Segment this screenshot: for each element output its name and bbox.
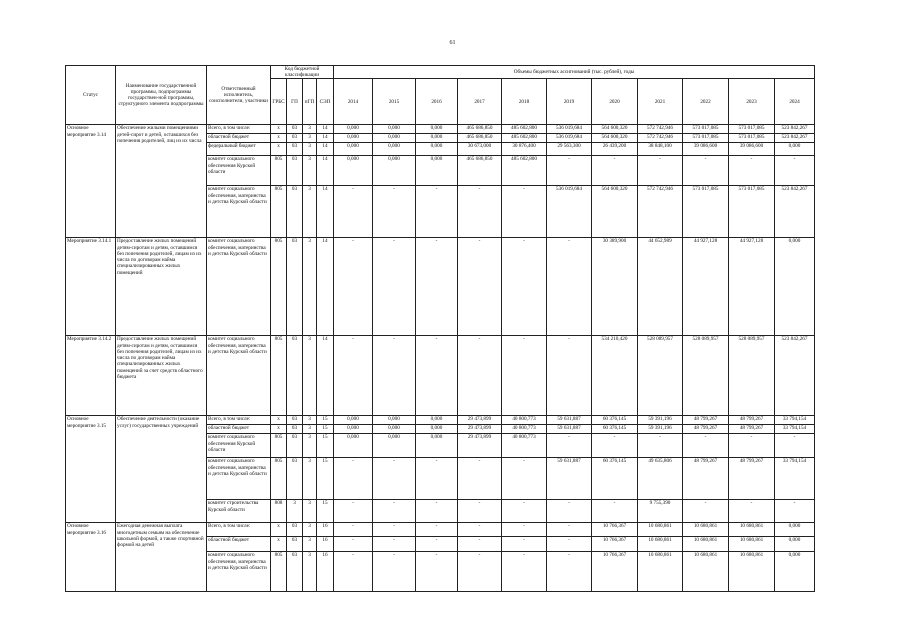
row-value: 26 439,200 [592,143,638,156]
row-code: x [271,416,287,425]
header-year-2022: 2022 [683,79,729,125]
row-value: 536 019,684 [547,125,592,134]
row-code: 03 [287,125,303,134]
row-value: 0,000 [416,125,458,134]
header-code-2: пГП [303,79,317,125]
row-code: 03 [287,134,303,143]
row-value: 536 019,684 [547,134,592,143]
row-value: 60 376,145 [592,425,638,434]
header-budget-code: Код бюджетной классификации [271,66,334,79]
row-value: - [416,238,458,336]
row-value: - [334,500,373,523]
row-code: 805 [271,552,287,592]
row-value: 0,000 [334,156,373,186]
row-source: комитет социального обеспечения, материнства и детства Курской области [207,186,271,238]
row-name: Обеспечение жилыми помещениями детей-сирот и детей, оставшихся без попечения родителей, лиц из их числа [116,125,207,238]
row-value: 60 376,145 [592,416,638,425]
row-value: - [547,537,592,552]
header-year-2014: 2014 [334,79,373,125]
row-source: комитет социального обеспечения, материнства и детства Курской области [207,552,271,592]
row-value: 0,000 [373,434,416,458]
row-value: 39 086,600 [729,143,775,156]
header-year-2021: 2021 [638,79,683,125]
row-code: 3 [303,500,317,523]
row-value: 536 019,684 [547,186,592,238]
row-value: 0,000 [334,125,373,134]
row-value: 528 089,957 [683,336,729,416]
row-code: x [271,425,287,434]
row-value: - [502,537,547,552]
row-value: - [775,500,815,523]
row-code: 3 [303,186,317,238]
row-value: 48 799,267 [683,425,729,434]
header-year-2016: 2016 [416,79,458,125]
row-status: Основное мероприятие 3.15 [66,416,116,523]
row-value: 44 927,128 [683,238,729,336]
header-year-2017: 2017 [458,79,502,125]
row-value: 38 848,100 [638,143,683,156]
row-code: x [271,523,287,537]
row-code: x [271,134,287,143]
row-value: - [416,500,458,523]
header-year-2024: 2024 [775,79,815,125]
header-year-2015: 2015 [373,79,416,125]
row-value: 30 876,400 [502,143,547,156]
row-code: x [271,143,287,156]
row-source: областной бюджет [207,425,271,434]
row-value: - [416,523,458,537]
header-volumes: Объемы бюджетных ассигнований (тыс. рублей), годы [334,66,815,79]
row-value: 0,000 [416,434,458,458]
row-value: 10 766,367 [592,537,638,552]
row-value: 465 686,850 [458,125,502,134]
row-value: 0,000 [416,143,458,156]
row-code: 03 [287,434,303,458]
row-value: 0,000 [373,425,416,434]
row-value: - [502,523,547,537]
row-value: - [373,458,416,500]
row-code: 03 [287,552,303,592]
row-value: 10 680,861 [683,523,729,537]
row-value: - [458,458,502,500]
row-value: - [502,552,547,592]
row-value: 10 680,861 [683,537,729,552]
row-value: - [334,552,373,592]
row-value: - [373,186,416,238]
header-name: Наименование государственной программы, подпрограммы государствен-ной программы, структурного элемента подпрограммы [116,66,207,125]
row-value: - [416,537,458,552]
row-code: 03 [287,143,303,156]
row-value: 564 600,320 [592,125,638,134]
row-code: 14 [317,186,334,238]
row-code: 3 [303,458,317,500]
row-value: 0,000 [373,125,416,134]
row-code: 03 [287,458,303,500]
row-value: - [547,500,592,523]
row-value: 10 680,861 [638,523,683,537]
row-name: Предоставление жилых помещений детям-сиротам и детям, оставшимся без попечения родителей, лицам из их числа по договорам найма специализированных жилых помещений за счет средств областного бюджета [116,336,207,416]
row-source: областной бюджет [207,134,271,143]
row-code: 805 [271,186,287,238]
row-value: 523 842,267 [775,336,815,416]
row-code: 14 [317,336,334,416]
row-value: 59 631,887 [547,416,592,425]
row-code: 3 [303,125,317,134]
row-value: 0,000 [775,238,815,336]
row-value: - [458,336,502,416]
row-value: 0,000 [373,143,416,156]
row-value: 528 089,957 [638,336,683,416]
row-value: 33 794,154 [775,425,815,434]
row-value: - [416,458,458,500]
row-value: 39 086,600 [683,143,729,156]
row-value: 59 631,887 [547,425,592,434]
row-value: 10 680,861 [683,552,729,592]
row-value: - [592,156,638,186]
row-source: комитет строительства Курской области [207,500,271,523]
row-source: комитет социального обеспечения, материнства и детства Курской области [207,458,271,500]
row-code: 14 [317,143,334,156]
row-value: - [683,434,729,458]
header-code-0: ГРБС [271,79,287,125]
row-code: 3 [303,425,317,434]
row-value: - [729,156,775,186]
row-value: 10 680,861 [729,523,775,537]
row-value: 59 631,887 [547,458,592,500]
row-value: 573 017,085 [729,125,775,134]
row-value: 572 742,946 [638,125,683,134]
row-value: 0,000 [334,134,373,143]
row-code: 3 [303,134,317,143]
row-value: - [458,500,502,523]
row-value: 573 017,085 [729,186,775,238]
row-source: Всего, в том числе: [207,416,271,425]
row-value: - [502,186,547,238]
row-source: Всего, в том числе: [207,523,271,537]
row-value: 30 389,900 [592,238,638,336]
row-code: 805 [271,336,287,416]
header-code-3: СЭП [317,79,334,125]
row-value: 59 391,196 [638,425,683,434]
row-code: 3 [287,500,303,523]
header-status: Статус [66,66,116,125]
row-value: 0,000 [373,134,416,143]
header-responsible: Ответственный исполнитель, соисполнители, участники [207,66,271,125]
row-value: 485 602,800 [502,125,547,134]
row-value: - [592,434,638,458]
row-value: - [334,336,373,416]
row-value: 0,000 [775,537,815,552]
row-value: 0,000 [334,434,373,458]
table-row [66,336,815,416]
row-code: 15 [317,458,334,500]
row-code: 14 [317,134,334,143]
row-value: - [502,238,547,336]
row-value: 0,000 [373,156,416,186]
table-row [66,238,815,336]
row-code: 03 [287,523,303,537]
row-code: 3 [303,143,317,156]
row-code: 3 [303,552,317,592]
row-source: Всего, в том числе: [207,125,271,134]
row-value: 573 017,085 [729,134,775,143]
row-value: - [638,434,683,458]
row-source: федеральный бюджет [207,143,271,156]
header-year-2018: 2018 [502,79,547,125]
row-value: 48 799,267 [729,425,775,434]
table-row [66,416,815,425]
row-value: - [416,336,458,416]
row-value: - [729,500,775,523]
row-value: - [547,238,592,336]
row-value: 0,000 [416,425,458,434]
row-code: 805 [271,156,287,186]
row-status: Мероприятие 3.14.1 [66,238,116,336]
page-number: 61 [449,40,456,46]
row-code: 14 [317,238,334,336]
row-status: Основное мероприятие 3.14 [66,125,116,238]
header-year-2023: 2023 [729,79,775,125]
row-value: - [373,500,416,523]
row-value: 10 766,367 [592,552,638,592]
row-value: 40 800,773 [502,434,547,458]
row-value: 0,000 [334,416,373,425]
row-source: комитет социального обеспечения, материнства и детства Курской области [207,336,271,416]
row-value: 564 600,320 [592,186,638,238]
row-code: 3 [303,336,317,416]
row-value: 0,000 [416,134,458,143]
row-code: 808 [271,500,287,523]
row-value: - [458,186,502,238]
row-value: - [458,552,502,592]
row-value: - [547,156,592,186]
budget-table [65,65,815,592]
row-value: 485 602,800 [502,134,547,143]
row-value: - [502,458,547,500]
row-code: 805 [271,238,287,336]
row-value: - [547,552,592,592]
row-code: 03 [287,186,303,238]
row-source: областной бюджет [207,537,271,552]
row-value: 0,000 [334,143,373,156]
row-value: - [334,238,373,336]
row-value: - [592,500,638,523]
row-value: 33 794,154 [775,416,815,425]
row-value: - [683,500,729,523]
row-code: 3 [303,156,317,186]
row-value: 10 680,861 [638,552,683,592]
row-value: 528 089,957 [729,336,775,416]
row-code: 03 [287,156,303,186]
row-value: 573 017,085 [683,134,729,143]
row-value: 48 799,267 [729,458,775,500]
row-value: - [547,523,592,537]
row-code: 3 [303,434,317,458]
row-value: 10 680,861 [729,552,775,592]
row-value: - [547,336,592,416]
row-value: 573 017,085 [683,125,729,134]
row-value: 48 799,267 [683,416,729,425]
row-value: 0,000 [775,552,815,592]
header-year-2019: 2019 [547,79,592,125]
row-value: 44 927,128 [729,238,775,336]
row-value: - [334,186,373,238]
row-status: Основное мероприятие 3.16 [66,523,116,592]
row-value: 30 673,000 [458,143,502,156]
row-code: 15 [317,500,334,523]
row-value: 0,000 [775,143,815,156]
row-value: - [458,537,502,552]
row-value: - [683,156,729,186]
row-value: - [638,156,683,186]
row-value: - [373,523,416,537]
row-value: - [502,336,547,416]
header-code-1: ГП [287,79,303,125]
row-value: - [547,434,592,458]
row-value: - [775,434,815,458]
row-code: x [271,125,287,134]
header-year-2020: 2020 [592,79,638,125]
row-value: 0,000 [334,425,373,434]
row-value: 534 210,420 [592,336,638,416]
row-value: 48 799,267 [683,458,729,500]
row-value: 465 686,850 [458,134,502,143]
row-value: - [373,336,416,416]
row-value: 40 800,773 [502,425,547,434]
row-code: 15 [317,434,334,458]
row-value: - [458,523,502,537]
row-value: - [334,458,373,500]
row-code: 03 [287,537,303,552]
row-value: - [729,434,775,458]
row-value: 29 563,300 [547,143,592,156]
row-value: 44 652,989 [638,238,683,336]
row-value: 60 376,145 [592,458,638,500]
row-value: 9 755,390 [638,500,683,523]
row-value: 10 766,367 [592,523,638,537]
row-value: 0,000 [416,156,458,186]
row-value: 59 391,196 [638,416,683,425]
row-value: - [502,500,547,523]
row-value: 49 635,806 [638,458,683,500]
row-code: 14 [317,156,334,186]
row-value: 0,000 [373,416,416,425]
row-value: 564 600,320 [592,134,638,143]
row-code: 805 [271,434,287,458]
row-value: - [373,552,416,592]
row-value: 48 799,267 [729,416,775,425]
row-code: 15 [317,416,334,425]
row-value: 10 680,861 [638,537,683,552]
row-value: 0,000 [416,416,458,425]
row-code: 03 [287,238,303,336]
table-row [66,125,815,134]
row-source: комитет социального обеспечения Курской области [207,434,271,458]
row-value: 572 742,946 [638,134,683,143]
row-value: - [373,238,416,336]
row-value: 523 842,267 [775,125,815,134]
row-value: 40 800,773 [502,416,547,425]
row-code: 3 [303,416,317,425]
row-code: 3 [303,523,317,537]
row-code: 3 [303,238,317,336]
row-value: - [373,537,416,552]
row-value: 29 473,899 [458,425,502,434]
row-code: 03 [287,425,303,434]
row-code: 03 [287,416,303,425]
row-code: 15 [317,425,334,434]
row-name: Предоставление жилых помещений детям-сиротам и детям, оставшимся без попечения родителей, лицам из их числа по договорам найма специализированных жилых помещений [116,238,207,336]
row-code: x [271,537,287,552]
row-code: 03 [287,336,303,416]
row-value: 10 680,861 [729,537,775,552]
row-value: 0,000 [775,523,815,537]
row-code: 16 [317,552,334,592]
row-value: - [334,523,373,537]
table-row [66,523,815,537]
row-source: комитет социального обеспечения, материнства и детства Курской области [207,238,271,336]
row-name: Ежегодная денежная выплата многодетным семьям на обеспечение школьной формой, а также спортивной формой на детей [116,523,207,592]
row-value: - [416,552,458,592]
row-value: - [458,238,502,336]
row-code: 805 [271,458,287,500]
row-value: 33 794,154 [775,458,815,500]
row-value: - [416,186,458,238]
row-code: 14 [317,125,334,134]
row-value: 465 686,850 [458,156,502,186]
row-value: - [775,156,815,186]
row-code: 3 [303,537,317,552]
row-value: - [334,537,373,552]
row-value: 523 842,267 [775,186,815,238]
row-source: комитет социального обеспечения Курской области [207,156,271,186]
row-code: 16 [317,523,334,537]
row-value: 573 017,085 [683,186,729,238]
row-name: Обеспечение деятельности (оказание услуг) государственных учреждений [116,416,207,523]
row-status: Мероприятие 3.14.2 [66,336,116,416]
row-code: 16 [317,537,334,552]
row-value: 485 602,800 [502,156,547,186]
row-value: 572 742,946 [638,186,683,238]
row-value: 29 473,899 [458,434,502,458]
row-value: 523 842,267 [775,134,815,143]
row-value: 29 473,899 [458,416,502,425]
